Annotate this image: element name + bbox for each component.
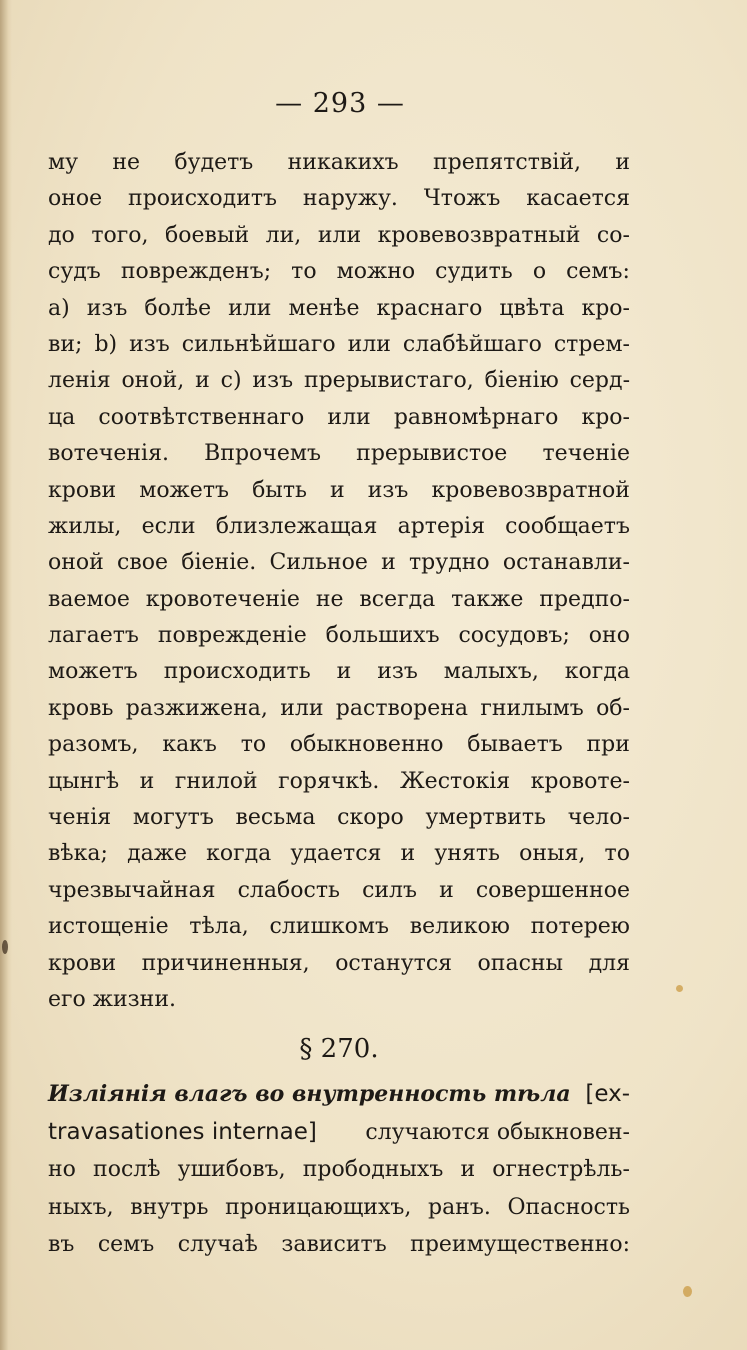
text-word: кровевозвратной xyxy=(431,477,630,503)
text-word: серд- xyxy=(569,368,630,394)
text-word: также xyxy=(451,586,524,612)
text-word: не xyxy=(315,586,344,612)
text-word: прерывистое xyxy=(356,441,508,467)
text-word: при xyxy=(586,732,630,758)
text-word: силъ xyxy=(362,877,418,903)
text-word: чело- xyxy=(567,805,630,831)
text-word: об- xyxy=(596,695,630,721)
text-word: и xyxy=(400,841,416,867)
text-word: послѣ xyxy=(93,1157,161,1183)
text-word: если xyxy=(141,513,196,539)
text-word: когда xyxy=(206,841,272,867)
text-word: менѣе xyxy=(288,295,360,321)
text-word: потерею xyxy=(530,914,630,940)
text-word: то xyxy=(604,841,630,867)
text-word: близлежащая xyxy=(215,513,378,539)
text-word: Опасность xyxy=(507,1194,630,1220)
text-word: Жестокія xyxy=(399,768,511,794)
text-word: разжижена, xyxy=(125,695,268,721)
text-word: поврежденъ; xyxy=(120,259,272,285)
text-word: малыхъ, xyxy=(443,659,539,685)
text-word: ваемое xyxy=(48,586,130,612)
text-word: вотеченія. xyxy=(48,441,169,467)
text-word: слабость xyxy=(237,877,340,903)
text-word: изъ xyxy=(377,659,418,685)
text-word: происходитъ xyxy=(128,186,278,212)
text-word: кровевозвратный xyxy=(377,222,581,248)
text-word: лагаетъ xyxy=(48,623,139,649)
text-word: проницающихъ, xyxy=(225,1194,412,1220)
text-word: разомъ, xyxy=(48,732,139,758)
text-word: кро- xyxy=(581,295,630,321)
text-word: му xyxy=(48,150,79,175)
text-word: вѣка; xyxy=(48,841,108,867)
text-word: даже xyxy=(127,841,187,867)
text-word: причиненныя, xyxy=(141,950,310,976)
text-line xyxy=(48,764,630,800)
text-word: наружу. xyxy=(302,186,398,212)
paper-stain xyxy=(2,940,8,954)
text-word: того, xyxy=(91,222,149,248)
text-line xyxy=(48,1151,630,1189)
text-line xyxy=(48,509,630,545)
section-heading: § 270. xyxy=(299,1034,379,1065)
text-word: ушибовъ, xyxy=(177,1157,286,1183)
text-line xyxy=(48,836,630,872)
text-word: бываетъ xyxy=(467,732,563,758)
text-line xyxy=(48,691,630,727)
text-word: скоро xyxy=(337,805,404,831)
text-word: происходить xyxy=(163,659,311,685)
text-word: и xyxy=(460,1157,476,1183)
text-word: или xyxy=(228,295,272,321)
text-word: останутся xyxy=(335,950,453,976)
text-word: прободныхъ xyxy=(302,1157,444,1183)
text-word: но xyxy=(48,1157,76,1183)
text-word: то xyxy=(240,732,267,758)
text-word: растворена xyxy=(335,695,469,721)
text-line xyxy=(48,873,630,909)
text-word: и xyxy=(139,768,155,794)
text-line xyxy=(48,291,630,327)
body-text xyxy=(48,145,630,1264)
text-word: слишкомъ xyxy=(269,914,390,940)
text-word: весьма xyxy=(235,805,316,831)
latin-term: [ex- xyxy=(585,1081,630,1108)
text-word: совершенное xyxy=(475,877,630,903)
text-line xyxy=(48,618,630,654)
text-word: будетъ xyxy=(174,150,254,175)
text-word: болѣе xyxy=(144,295,212,321)
paragraph-2 xyxy=(48,1076,630,1264)
text-line xyxy=(48,181,630,217)
text-word: для xyxy=(588,950,630,976)
text-word: и xyxy=(381,550,396,576)
text-line xyxy=(48,436,630,472)
text-word: семъ xyxy=(97,1232,155,1258)
text-word: всегда xyxy=(359,586,436,612)
text-word: препятствій, xyxy=(432,150,582,175)
text-word: кровоте- xyxy=(530,768,630,794)
text-word: ранъ. xyxy=(427,1194,491,1220)
text-word: Чтожъ xyxy=(423,186,501,212)
text-word: Сильное xyxy=(269,550,368,576)
text-word: можетъ xyxy=(139,477,229,503)
text-word: ченія xyxy=(48,805,112,831)
text-word: великою xyxy=(409,914,510,940)
paper-stain xyxy=(683,1286,692,1297)
text-word: артерія xyxy=(397,513,485,539)
text-word: когда xyxy=(564,659,630,685)
text-word: большихъ xyxy=(325,623,440,649)
text-line xyxy=(48,363,630,399)
paragraph-2-lines xyxy=(48,1151,630,1264)
text-word: семъ: xyxy=(566,259,630,285)
text-word: случаѣ xyxy=(177,1232,258,1258)
text-line xyxy=(48,473,630,509)
text-word: умертвить xyxy=(425,805,547,831)
text-word: біенію xyxy=(484,368,559,394)
text-word: крови xyxy=(48,950,117,976)
text-word: тѣла, xyxy=(189,914,249,940)
text-word: въ xyxy=(48,1232,75,1258)
text-word: гнилымъ xyxy=(480,695,584,721)
text-line xyxy=(48,254,630,290)
text-word: Впрочемъ xyxy=(204,441,321,467)
text-word: c) xyxy=(220,368,242,394)
text-word: чрезвычайная xyxy=(48,877,216,903)
text-word: цынгѣ xyxy=(48,768,120,794)
text-word: кровотеченіе xyxy=(145,586,300,612)
text-word: оно xyxy=(588,623,630,649)
text-line xyxy=(48,654,630,690)
text-word: со- xyxy=(596,222,630,248)
text-word: біеніе. xyxy=(181,550,257,576)
text-fragment: случаются обыкновен- xyxy=(365,1119,630,1145)
text-word: теченіе xyxy=(542,441,630,467)
text-word: изъ xyxy=(252,368,294,394)
text-word: или xyxy=(327,404,371,430)
text-word: равномѣрнаго xyxy=(393,404,559,430)
text-word: сосудовъ; xyxy=(458,623,570,649)
text-word: оныя, xyxy=(519,841,586,867)
text-line xyxy=(48,400,630,436)
text-word: ныхъ, xyxy=(48,1194,114,1220)
text-word: о xyxy=(532,259,547,285)
text-word: изъ xyxy=(86,295,128,321)
text-word: опасны xyxy=(477,950,564,976)
text-line xyxy=(48,327,630,363)
text-word: сильнѣйшаго xyxy=(181,331,336,357)
text-word: соотвѣтственнаго xyxy=(98,404,305,430)
text-word: преимущественно: xyxy=(410,1232,630,1258)
text-word: боевый xyxy=(165,222,250,248)
text-word: а) xyxy=(48,295,70,321)
text-word: унять xyxy=(434,841,500,867)
text-line xyxy=(48,1076,630,1114)
text-word: краснаго xyxy=(376,295,483,321)
text-word: обыкновенно xyxy=(289,732,444,758)
text-word: и xyxy=(330,477,345,503)
text-line xyxy=(48,218,630,254)
text-word: могутъ xyxy=(132,805,214,831)
page-binding-edge xyxy=(0,0,12,1350)
text-word: предпо- xyxy=(539,586,630,612)
text-word: не xyxy=(112,150,141,175)
text-word: ли, xyxy=(265,222,302,248)
text-word: гнилой xyxy=(174,768,258,794)
text-word: и xyxy=(439,877,454,903)
text-line xyxy=(48,1189,630,1227)
text-word: до xyxy=(48,222,75,248)
text-word: поврежденіе xyxy=(157,623,307,649)
text-word: крови xyxy=(48,477,117,503)
text-word: какъ xyxy=(162,732,217,758)
text-line xyxy=(48,1114,630,1152)
text-word: кровь xyxy=(48,695,114,721)
text-word: оной xyxy=(48,550,104,576)
text-word: и xyxy=(336,659,352,685)
text-line xyxy=(48,145,630,181)
text-word: ленія xyxy=(48,368,111,394)
text-word: никакихъ xyxy=(287,150,399,175)
text-word: то xyxy=(291,259,317,285)
text-line xyxy=(48,800,630,836)
text-word: кро- xyxy=(581,404,630,430)
text-word: можно xyxy=(336,259,416,285)
text-word: жилы, xyxy=(48,513,122,539)
text-word: горячкѣ. xyxy=(278,768,380,794)
text-word: слабѣйшаго xyxy=(402,331,542,357)
text-word: быть xyxy=(252,477,307,503)
text-word: изъ xyxy=(367,477,409,503)
text-word: прерывистаго, xyxy=(303,368,474,394)
text-word: и xyxy=(615,150,630,175)
text-word: ви; xyxy=(48,331,83,357)
text-line xyxy=(48,545,630,581)
text-word: касается xyxy=(526,186,630,212)
text-word: истощеніе xyxy=(48,914,169,940)
text-word: и xyxy=(195,368,210,394)
text-word: или xyxy=(317,222,362,248)
text-line xyxy=(48,582,630,618)
text-word: свое xyxy=(117,550,169,576)
text-word: судить xyxy=(435,259,513,285)
text-word: цвѣта xyxy=(499,295,565,321)
text-word: ца xyxy=(48,404,76,430)
text-word: внутрь xyxy=(130,1194,209,1220)
text-word: или xyxy=(347,331,391,357)
text-word: можетъ xyxy=(48,659,138,685)
text-word: или xyxy=(280,695,324,721)
latin-term: travasationes internae] xyxy=(48,1118,317,1145)
text-line xyxy=(48,982,630,1018)
text-word: зависитъ xyxy=(281,1232,387,1258)
text-word: его жизни. xyxy=(48,986,177,1012)
text-word: сообщаетъ xyxy=(505,513,630,539)
text-word: останавли- xyxy=(502,550,630,576)
text-line xyxy=(48,946,630,982)
text-word: стрем- xyxy=(553,331,630,357)
text-word: удается xyxy=(290,841,382,867)
text-word: трудно xyxy=(408,550,490,576)
paragraph-1 xyxy=(48,145,630,1018)
text-word: изъ xyxy=(129,331,170,357)
text-word: оной, xyxy=(121,368,185,394)
page-number: — 293 — xyxy=(275,88,405,119)
text-word: огнестрѣль- xyxy=(492,1157,630,1183)
text-line xyxy=(48,909,630,945)
italic-term: Изліянія влагъ во внутренность тѣла xyxy=(48,1081,571,1108)
text-word: b) xyxy=(94,331,118,357)
text-line xyxy=(48,1226,630,1264)
text-word: оное xyxy=(48,186,103,212)
text-line xyxy=(48,727,630,763)
paper-stain xyxy=(676,985,683,992)
text-word: судъ xyxy=(48,259,101,285)
